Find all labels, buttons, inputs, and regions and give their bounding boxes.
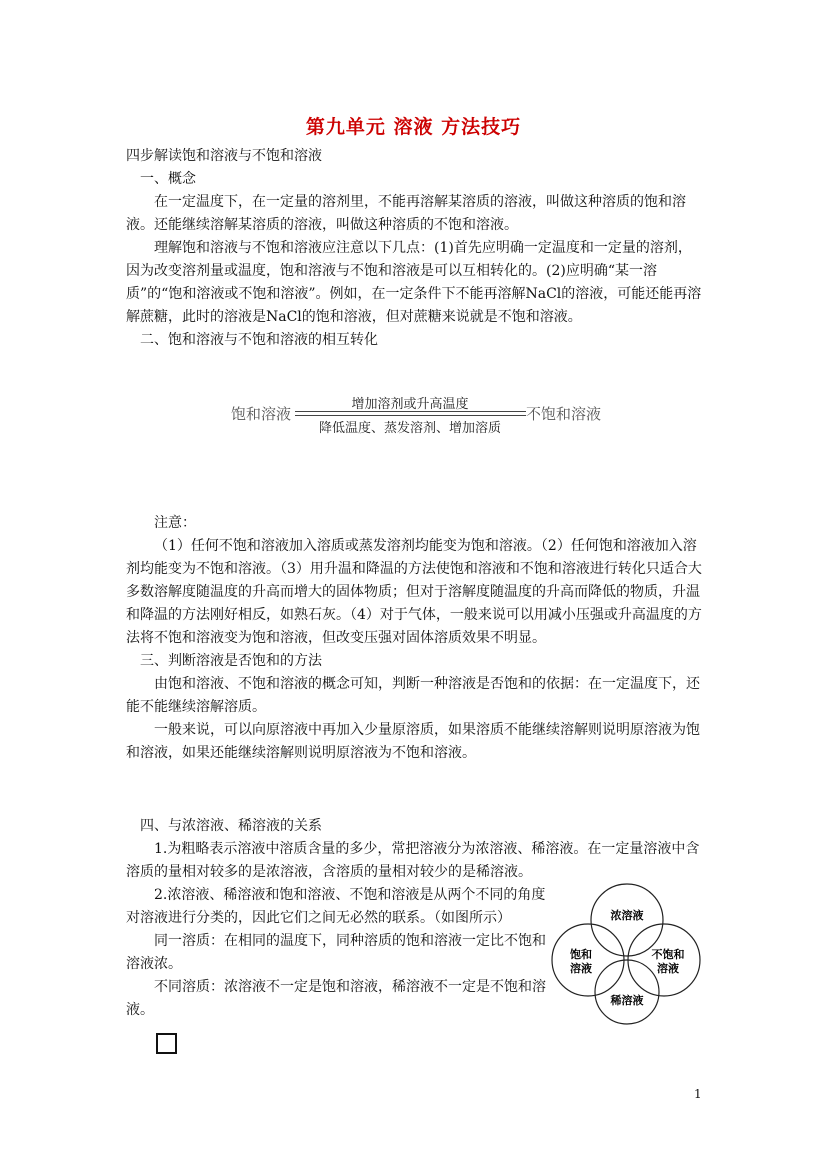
text-block-sec1: [126, 145, 704, 352]
venn-label-dilute: 稀溶液: [610, 994, 644, 1007]
venn-label-unsaturated-line2: 溶液: [657, 962, 679, 975]
venn-label-saturated-line1: 饱和: [570, 948, 592, 961]
venn-label-saturated-line2: 溶液: [570, 962, 592, 975]
diagram-top-condition: 增加溶剂或升高温度: [351, 397, 469, 412]
empty-box: [156, 1033, 177, 1054]
text-block-sec2-notes: [126, 512, 704, 765]
sec4-paragraph-1: 1.为粗略表示溶液中溶质含量的多少，常把溶液分为浓溶液、稀溶液。在一定量溶液中含溶质的量相对较多的是浓溶液，含溶质的量相对较少的是稀溶液。: [126, 841, 700, 880]
page-number: 1: [694, 1087, 702, 1101]
diagram-arrow-line: [295, 411, 526, 412]
diagram-unsaturated-label: 不饱和溶液: [525, 405, 601, 423]
sec4-paragraph-2: 2.浓溶液、稀溶液和饱和溶液、不饱和溶液是从两个不同的角度对溶液进行分类的，因此它们之间无必然的联系。（如图所示）: [126, 887, 546, 926]
note-paragraph: （1）任何不饱和溶液加入溶质或蒸发溶剂均能变为饱和溶液。（2）任何饱和溶液加入溶剂均能变为不饱和溶液。（3）用升温和降温的方法使饱和溶液和不饱和溶液进行转化只适合大多数溶解度随温度的升高而增大的固体物质；但对于溶解度随温度的升高而降低的物质，升温和降温的方法刚好相反，如熟石灰。（4）对于气体，一般来说可以用减小压强或升高温度的方法将不饱和溶液变为饱和溶液，但改变压强对固体溶质效果不明显。: [126, 538, 702, 646]
sec3-paragraph-2: 一般来说，可以向原溶液中再加入少量原溶质，如果溶质不能继续溶解则说明原溶液为饱和溶液，如果还能继续溶解则说明原溶液为不饱和溶液。: [126, 722, 700, 761]
sec1-paragraph-2: 理解饱和溶液与不饱和溶液应注意以下几点：(1)首先应明确一定温度和一定量的溶剂，因为改变溶剂量或温度，饱和溶液与不饱和溶液是可以互相转化的。(2)应明确“某一溶质”的“饱和溶液或不饱和溶液”。例如，在一定条件下不能再溶解NaCl的溶液，可能还能再溶解蔗糖，此时的溶液是NaCl的饱和溶液，但对蔗糖来说就是不饱和溶液。: [126, 240, 702, 325]
diagram-saturated-label: 饱和溶液: [231, 405, 292, 423]
text-block-sec4-left: [126, 884, 546, 1022]
sec4-paragraph-4: 不同溶质：浓溶液不一定是饱和溶液，稀溶液不一定是不饱和溶液。: [126, 979, 546, 1018]
sec4-paragraph-3: 同一溶质：在相同的温度下，同种溶质的饱和溶液一定比不饱和溶液浓。: [126, 933, 546, 972]
sec2-heading: 二、饱和溶液与不饱和溶液的相互转化: [140, 332, 378, 348]
venn-label-unsaturated-line1: 不饱和: [651, 948, 685, 961]
venn-label-concentrated: 浓溶液: [610, 909, 644, 922]
diagram-bottom-condition: 降低温度、蒸发溶剂、增加溶质: [318, 421, 501, 436]
sec3-paragraph-1: 由饱和溶液、不饱和溶液的概念可知，判断一种溶液是否饱和的依据：在一定温度下，还能不能继续溶解溶质。: [126, 676, 700, 715]
intro-heading: 四步解读饱和溶液与不饱和溶液: [126, 148, 322, 164]
sec3-heading: 三、判断溶液是否饱和的方法: [140, 653, 322, 669]
sec1-paragraph-1: 在一定温度下，在一定量的溶剂里，不能再溶解某溶质的溶液，叫做这种溶质的饱和溶液。还能继续溶解某溶质的溶液，叫做这种溶质的不饱和溶液。: [126, 194, 686, 233]
sec1-heading: 一、概念: [140, 171, 196, 187]
diagram-arrow-line: [295, 415, 526, 416]
conversion-diagram: [231, 392, 601, 436]
note-label: 注意：: [154, 515, 196, 531]
sec4-heading: 四、与浓溶液、稀溶液的关系: [140, 818, 322, 834]
text-block-sec4: [126, 815, 704, 884]
venn-diagram: [548, 880, 708, 1026]
page-title: 第九单元 溶液 方法技巧: [305, 116, 522, 138]
